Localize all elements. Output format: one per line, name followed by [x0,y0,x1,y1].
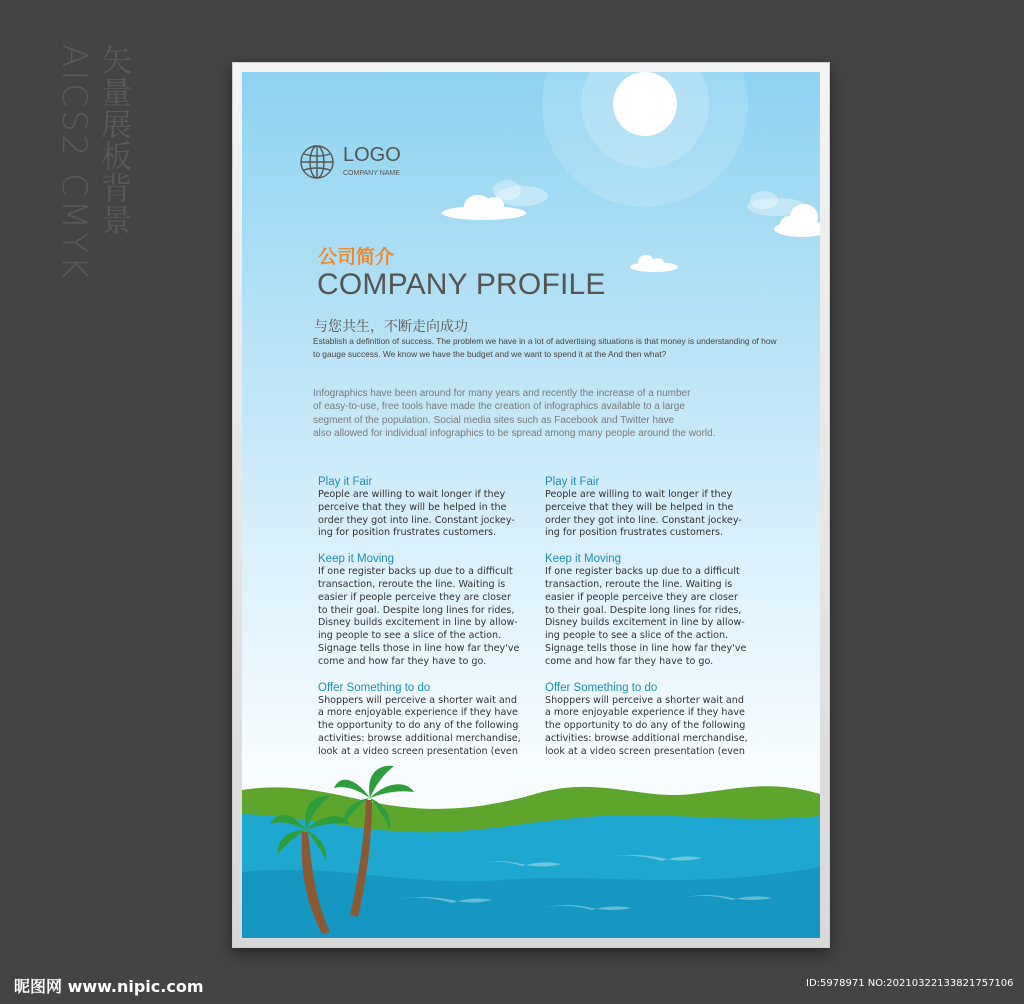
side-title: 矢量展板背景 [95,44,131,236]
section-line: People are willing to wait longer if they [545,489,733,500]
section-line: ing people to see a slice of the action. [318,630,502,642]
section-play-it-fair [545,475,760,540]
section-line: a more enjoyable experience if they have [318,707,518,719]
section-line: Signage tells those in line how far they've [545,642,747,654]
section-line: Disney builds excitement in line by allow- [318,617,518,629]
section-line: Shoppers will perceive a shorter wait and [318,694,517,706]
section-line: Signage tells those in line how far they've [318,642,520,654]
section-line: transaction, reroute the line. Waiting is [318,578,506,590]
side-subtitle: AICS2 CMYK [54,44,94,282]
column-right [545,475,760,759]
section-line: People are willing to wait longer if they [318,489,506,500]
section-line: easier if people perceive they are closer [318,591,511,603]
logo-text: LOGO [343,144,401,166]
section-line: ing for position frustrates customers. [318,527,497,539]
intro-line: segment of the population. Social media sites such as Facebook and Twitter have [313,414,675,426]
section-title: Offer Something to do [545,681,658,694]
section-line: come and how far they have to go. [545,655,714,667]
section-title: Keep it Moving [545,553,622,566]
section-keep-it-moving [318,552,533,668]
section-line: Disney builds excitement in line by allow- [545,617,745,629]
poster [242,72,820,938]
section-line: If one register backs up due to a difficult [318,566,513,578]
section-line: the opportunity to do any of the following [318,720,519,732]
section-line: transaction, reroute the line. Waiting is [545,578,733,590]
section-line: a more enjoyable experience if they have [545,707,745,719]
intro-line: also allowed for individual infographics to be spread among many people around the world. [313,427,716,439]
column-left [318,475,533,759]
section-line: to their goal. Despite long lines for rides, [318,604,515,616]
section-line: come and how far they have to go. [318,655,487,667]
globe-icon [299,144,335,180]
intro-line: of easy-to-use, free tools have made the creation of infographics available to a large [313,401,685,413]
section-line: perceive that they will be helped in the [318,501,507,513]
page-title: COMPANY PROFILE [317,268,606,301]
section-line: order they got into line. Constant jockey- [545,514,742,526]
section-line: to their goal. Despite long lines for rides, [545,604,742,616]
intro-line: Infographics have been around for many years and recently the increase of a number [313,388,691,399]
section-title: Play it Fair [318,476,373,488]
section-line: perceive that they will be helped in the [545,501,734,513]
section-title: Offer Something to do [318,681,431,694]
section-play-it-fair [318,475,533,540]
section-line: look at a video screen presentation (even [545,745,745,757]
section-line: the opportunity to do any of the following [545,720,746,732]
section-keep-it-moving [545,552,760,668]
section-line: Shoppers will perceive a shorter wait and [545,694,744,706]
section-offer-something [545,681,760,759]
tagline: 与您共生，不断走向成功 [314,319,468,335]
section-line: order they got into line. Constant jockey- [318,514,515,526]
site-watermark: 昵图网 www.nipic.com [14,977,204,996]
logo-company-name: COMPANY NAME [343,170,400,177]
section-line: If one register backs up due to a difficult [545,566,740,578]
section-line: ing for position frustrates customers. [545,527,724,539]
image-id-text: ID:5978971 NO:20210322133821757106 [806,978,1014,989]
section-line: look at a video screen presentation (even [318,745,518,757]
section-line: activities: browse additional merchandise, [318,732,521,744]
intro-paragraph [313,387,773,440]
section-offer-something [318,681,533,759]
section-title: Play it Fair [545,476,600,488]
lead-text: Establish a definition of success. The problem we have in a lot of advertising situations is that money is understanding of how to gauge success. We know we have the budget and we want to spend it at the And then what? [313,336,777,359]
section-line: activities: browse additional merchandise, [545,732,748,744]
cn-title: 公司简介 [318,246,395,268]
section-title: Keep it Moving [318,553,395,566]
section-line: ing people to see a slice of the action. [545,630,729,642]
section-line: easier if people perceive they are closer [545,591,738,603]
